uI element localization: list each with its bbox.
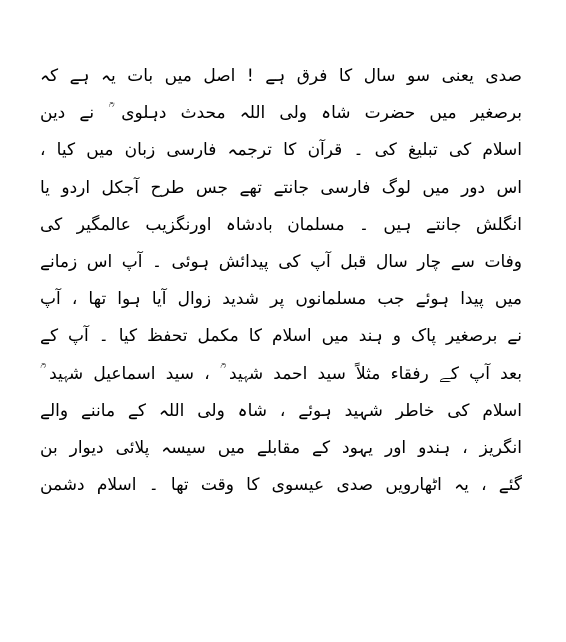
text-line-2: برصغیر میں حضرت شاہ ولی اللہ محدث دہلوی ؒ نے دین: [40, 103, 522, 124]
text-line-9: بعد آپ کے رفقاء مثلاً سید احمد شہید ؒ ، سید اسماعیل شہید ؒ: [40, 363, 522, 384]
text-line-6: وفات سے چار سال قبل آپ کی پیدائش ہوئی ۔ آپ اس زمانے: [40, 251, 522, 272]
text-line-1: صدی یعنی سو سال کا فرق ہے ! اصل میں بات یہ ہے کہ: [40, 66, 522, 86]
text-line-4: اس دور میں لوگ فارسی جانتے تھے جس طرح آجکل اردو یا: [40, 177, 522, 198]
text-line-5: انگلش جانتے ہیں ۔ مسلمان بادشاہ اورنگزیب عالمگیر کی: [40, 214, 522, 235]
text-line-3: اسلام کی تبلیغ کی ۔ قرآن کا ترجمہ فارسی زبان میں کیا ،: [40, 140, 522, 161]
text-line-12: گئے ، یہ اٹھارویں صدی عیسوی کا وقت تھا ۔ اسلام دشمن: [40, 475, 522, 496]
text-line-11: انگریز ، ہندو اور یہود کے مقابلے میں سیسہ پلائی دیوار بن: [40, 437, 522, 458]
text-line-8: نے برصغیر پاک و ہند میں اسلام کا مکمل تحفظ کیا ۔ آپ کے: [40, 326, 522, 347]
text-line-10: اسلام کی خاطر شہید ہوئے ، شاہ ولی اللہ کے ماننے والے: [40, 400, 522, 421]
text-line-7: میں پیدا ہوئے جب مسلمانوں پر شدید زوال آیا ہوا تھا ، آپ: [40, 289, 522, 310]
urdu-paragraph: [40, 58, 522, 504]
